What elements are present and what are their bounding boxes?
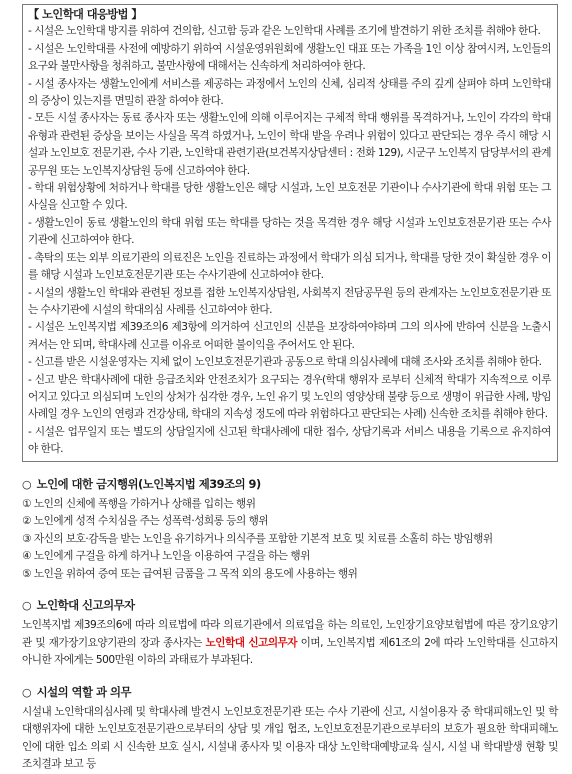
box-paragraph: - 시설 종사자는 생활노인에게 서비스를 제공하는 과정에서 노인의 신체, 심리적 상태를 주의 깊게 살펴야 하며 노인학대의 증상이 있는지를 면밀히 관찰 하여야 한다. [28, 77, 551, 108]
ring-icon: ○ [22, 477, 32, 491]
reporting-section [22, 597, 558, 670]
box-paragraph: - 시설은 노인학대를 사전에 예방하기 위하여 시설운영위원회에 생활노인 대표 또는 가족을 1인 이상 참여시켜, 노인들의 요구와 불만사항을 청취하고, 불만사항에 대해서는 신속하게 처리하여야 한다. [28, 42, 551, 73]
box-paragraph: - 학대 위험상황에 처하거나 학대를 당한 생활노인은 해당 시설과, 노인 보호전문 기관이나 수사기관에 학대 위험 또는 그 사실을 신고할 수 있다. [28, 182, 551, 212]
response-box [22, 4, 558, 462]
section-title-text: 노인에 대한 금지행위(노인복지법 제39조의 9) [36, 476, 261, 491]
box-paragraph: - 시설의 생활노인 학대와 관련된 정보를 접한 노인복지상담원, 사회복지 전담공무원 등의 관계자는 노인보호전문기관 또는 수사기관에 시설의 학대의심 사례를 신고하여야 한다. [28, 286, 551, 316]
box-paragraph: - 신고 받은 학대사례에 대한 응급조치와 안전조치가 요구되는 경우(학대 행위자 로부터 신체적 학대가 지속적으로 이루어지고 있다고 의심되며 노인의 상처가 심각한 경우, 노인 유기 및 노인의 영양상태 불량 등으로 생명이 위급한 사례, 방임 사례일 경우 노인의 연령과 건강상태, 학대의 지속성 정도에 따라 위험하다고 판단되는 사례) 신속한 조치를 취해야 한다. [28, 373, 551, 421]
list-item: ③ 자신의 보호·감독을 받는 노인을 유기하거나 의식주를 포함한 기본적 보호 및 치료를 소홀히 하는 방임행위 [22, 532, 493, 545]
box-paragraph: - 신고를 받은 시설운영자는 지체 없이 노인보호전문기관과 공동으로 학대 의심사례에 대해 조사와 조치를 취해야 한다. [28, 356, 542, 369]
box-paragraph: - 모든 시설 종사자는 동료 종사자 또는 생활노인에 의해 이루어지는 구체적 학대 행위를 목격하거나, 노인이 각각의 학대 유형과 관련된 증상을 보이는 사실을 목격 하였거나, 노인이 학대 받을 우려나 위험이 있다고 판단되는 경우 즉시 해당 시설과 노인보호 전문기관, 수사 기관, 노인학대 관련기관(보건복지상담센터 : 전화 129), 시군구 노인복지 담당부서의 관계 공무원 또는 노인복지상담원 등에 신고하여야 한다. [28, 112, 551, 177]
list-item: ⑤ 노인을 위하여 증여 또는 급여된 금품을 그 목적 외의 용도에 사용하는 행위 [22, 567, 358, 580]
box-paragraph: - 시설은 업무일지 또는 별도의 상담일지에 신고된 학대사례에 대한 접수, 상담기록과 서비스 내용을 기록으로 유지하여야 한다. [28, 425, 551, 456]
section-title-text: 시설의 역할 과 의무 [36, 684, 132, 699]
box-paragraph: - 시설은 노인학대 방지를 위하여 건의함, 신고함 등과 같은 노인학대 사례를 조기에 발견하기 위한 조치를 취해야 한다. [28, 25, 541, 38]
box-paragraph: - 시설은 노인복지법 제39조의6 제3항에 의거하여 신고인의 신분을 보장하여야하며 그의 의사에 반하여 신분을 노출시켜서는 안 되며, 학대사례 신고를 이유로 어떠한 불이익을 주어서도 안 된다. [28, 321, 551, 351]
section-title [22, 597, 558, 614]
list-item: ④ 노인에게 구걸을 하게 하거나 노인을 이용하여 구걸을 하는 행위 [22, 550, 310, 563]
reporting-text-after: 이며, 노인복지법 제61조의 2에 따라 노인학대를 신고하지 아니한 자에게는 500만원 이하의 과태료가 부과된다. [22, 636, 558, 667]
reporting-highlight: 노인학대 신고의무자 [205, 636, 298, 649]
section-title [22, 684, 558, 701]
box-title: 【 노인학대 대응방법 】 [28, 8, 143, 21]
list-item: ① 노인의 신체에 폭행을 가하거나 상해를 입히는 행위 [22, 497, 256, 510]
role-text: 시설내 노인학대의심사례 및 학대사례 발견시 노인보호전문기관 또는 수사 기관에 신고, 시설이용자 중 학대피해노인 및 학대행위자에 대한 노인보호전문기관으로부터의 상담 및 개입 협조, 노인보호전문기관으로부터의 보호가 필요한 학대피해노인에 대한 입소 의뢰 시 신속한 보호 실시, 시설내 종사자 및 이용자 대상 노인학대예방교육 실시, 시설 내 학대발생 현황 및 조치결과 보고 등 [22, 706, 558, 771]
section-title [22, 476, 558, 493]
box-paragraph: - 생활노인이 동료 생활노인의 학대 위험 또는 학대를 당하는 것을 목격한 경우 해당 시설과 노인보호전문기관 또는 수사기관에 신고하여야 한다. [28, 216, 551, 247]
box-paragraph: - 촉탁의 또는 외부 의료기관의 의료진은 노인을 진료하는 과정에서 학대가 의심 되거나, 학대를 당한 것이 확실한 경우 이를 해당 시설과 노인보호전문기관 또는 수사기관에 신고하여야 한다. [28, 251, 551, 282]
list-item: ② 노인에게 성적 수치심을 주는 성폭력·성희롱 등의 행위 [22, 515, 269, 528]
reporting-text-before: 노인복지법 제39조의6에 따라 의료법에 따라 의료기관에서 의료업을 하는 의료인, 노인장기요양보험법에 따른 장기요양기관 및 재가장기요양기관의 장과 종사자는 [22, 619, 558, 649]
section-title-text: 노인학대 신고의무자 [36, 598, 135, 612]
ring-icon: ○ [22, 685, 32, 699]
prohibited-section [22, 476, 558, 583]
role-section [22, 684, 558, 774]
ring-icon: ○ [22, 599, 32, 612]
reporting-text [22, 617, 558, 669]
